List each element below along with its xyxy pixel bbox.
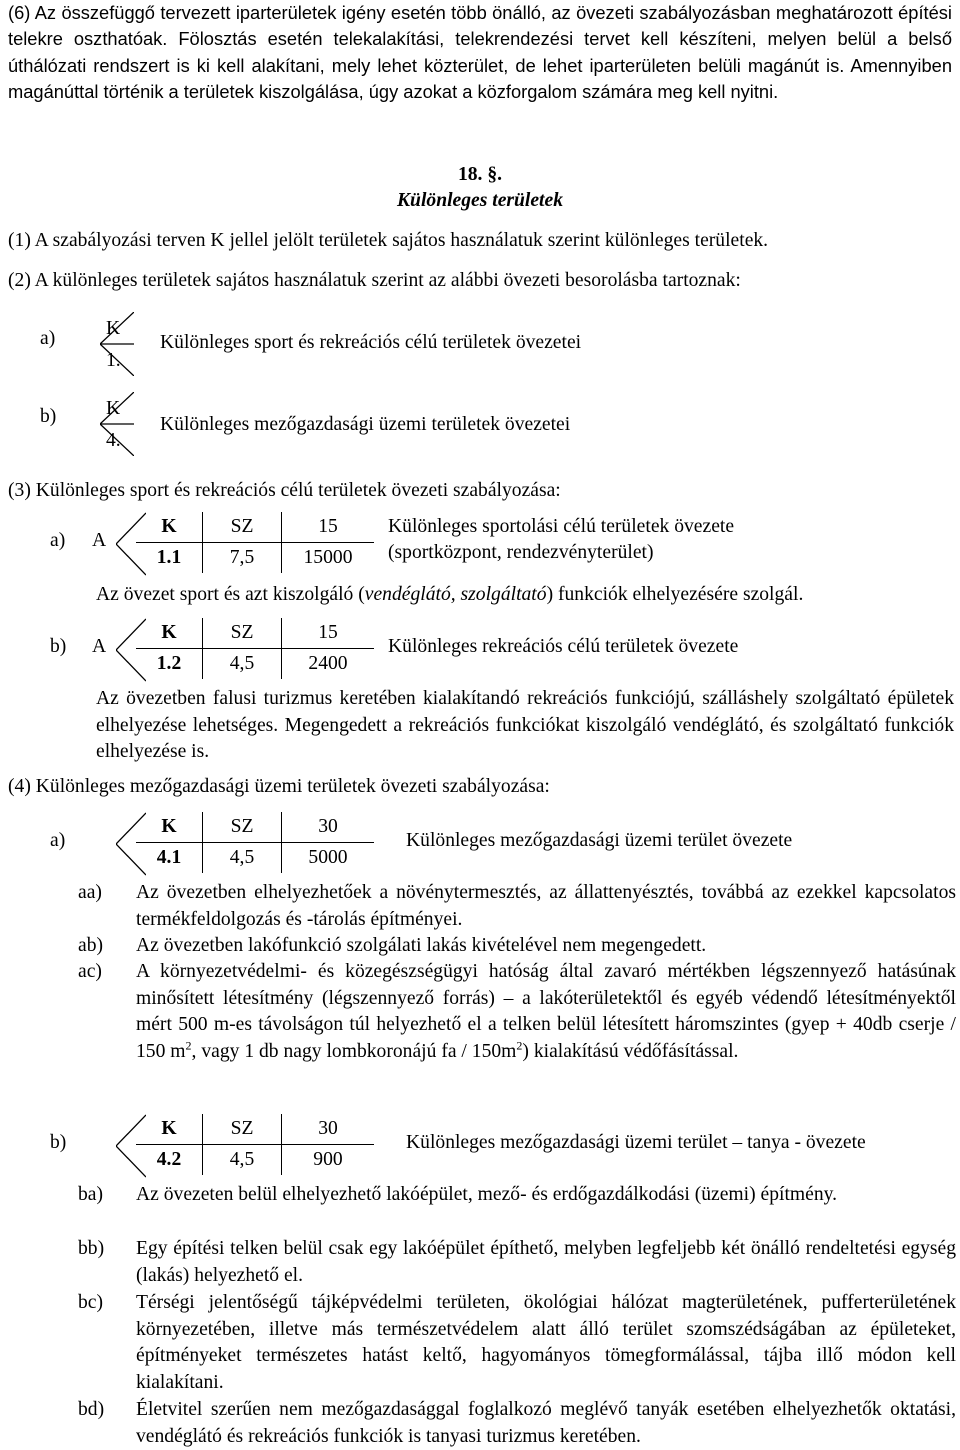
item-aa-text: Az övezetben elhelyezhetőek a növénytermesztés, az állattenyésztés, továbbá az ezekkel kapcsolatos termékfeldolgozás és -tárolás építményei.: [136, 882, 956, 930]
s4b-cell-ratio: 4,5: [203, 1145, 282, 1176]
item-bb-marker: bb): [78, 1238, 105, 1259]
s4a-name: Különleges mezőgazdasági üzemi terület övezete: [406, 830, 793, 851]
section-title: Különleges területek: [396, 190, 563, 211]
subsection-1: (1) A szabályozási terven K jellel jelölt területek sajátos használatuk szerint különleges területek.: [8, 230, 769, 251]
s3a-marker: a): [50, 530, 66, 551]
s4b-zone-table: [136, 1114, 374, 1175]
item-ba-marker: ba): [78, 1184, 104, 1205]
zone-a-code-bottom: 1.: [106, 350, 121, 371]
s3a-cell-area: 15000: [282, 543, 375, 574]
zone-a-text: Különleges sport és rekreációs célú területek övezetei: [160, 332, 582, 353]
item-bd-marker: bd): [78, 1399, 105, 1420]
s3b-marker: b): [50, 636, 67, 657]
subsection-3: (3) Különleges sport és rekreációs célú területek övezeti szabályozása:: [8, 480, 561, 501]
item-aa-marker: aa): [78, 882, 102, 903]
s3b-prefix: A: [92, 636, 107, 657]
s3b-cell-height: 15: [282, 618, 375, 649]
section-number: 18. §.: [457, 164, 503, 185]
s3b-cell-sz: SZ: [203, 618, 282, 649]
s3b-cell-code: 1.2: [136, 649, 203, 680]
zone-b-text: Különleges mezőgazdasági üzemi területek övezetei: [160, 414, 571, 435]
s4b-cell-code: 4.2: [136, 1145, 203, 1176]
s3b-cell-area: 2400: [282, 649, 375, 680]
item-ac-marker: ac): [78, 961, 102, 982]
s4b-name: Különleges mezőgazdasági üzemi terület – tanya - övezete: [406, 1132, 866, 1153]
s3b-zone-table: [136, 618, 374, 679]
s3b-description: Az övezetben falusi turizmus keretében kialakítandó rekreációs funkciójú, szálláshely szolgáltató épületek elhelyezése lehetséges. Megengedett a rekreációs funkciókat kiszolgáló vendéglátó, és szolgáltató funkciók elhelyezése is.: [96, 688, 954, 762]
paragraph-6: (6) Az összefüggő tervezett iparterületek igény esetén több önálló, az övezeti szabályozásban meghatározott építési telekre oszthatóak. Fölosztás esetén telekalakítási, telekrendezési tervet kell készíteni, melyen belül a belső úthálózati rendszert is ki kell alakítani, mely lehet közterület, de lehet iparterületen belüli magánút is. Amennyiben magánúttal történik a területek kiszolgálása, úgy azokat a közforgalom számára meg kell nyitni.: [8, 2, 952, 102]
s3a-prefix: A: [92, 530, 107, 551]
s3a-cell-k: K: [136, 512, 203, 543]
s3a-zone-table: [136, 512, 374, 573]
item-ac-text: A környezetvédelmi- és közegészségügyi hatóság által zavaró mértékben légszennyező hatásúnak minősített létesítmény (légszennyező forrás) – a lakóterületektől és egyéb védendő létesítményektől mért 500 m-es távolságon túl helyezhető el a telken belül létesített háromszintes (gyep + 40db cserje / 150 $m^2$, vagy 1 db nagy lombkoronájú fa / $150m^2$) kialakítású védőfásítással.: [136, 961, 956, 1062]
zone-a-marker: a): [40, 328, 56, 349]
item-ab-marker: ab): [78, 935, 104, 956]
s4a-marker: a): [50, 830, 66, 851]
s4b-cell-area: 900: [282, 1145, 375, 1176]
s4a-zone-table: [136, 812, 374, 873]
item-ab-text: Az övezetben lakófunkció szolgálati lakás kivételével nem megengedett.: [136, 935, 707, 956]
item-bb-text: Egy építési telken belül csak egy lakóépület építhető, melyben legfeljebb két önálló rendeltetési egység (lakás) helyezhető el.: [136, 1238, 956, 1286]
s3a-cell-ratio: 7,5: [203, 543, 282, 574]
subsection-4: (4) Különleges mezőgazdasági üzemi területek övezeti szabályozása:: [8, 776, 550, 797]
s4a-cell-area: 5000: [282, 843, 375, 874]
zone-a-code-top: K: [106, 318, 121, 339]
s3a-cell-code: 1.1: [136, 543, 203, 574]
item-bc-text: Térségi jelentőségű tájképvédelmi területen, ökológiai hálózat magterületének, pufferterületének környezetében, illetve más természetvédelem alatt álló terület szomszédságában az épületeket, építményeket természetes hatást keltő, hagyományos tömegformálással, tájba illő módon kell kialakítani.: [136, 1292, 956, 1393]
s3b-cell-k: K: [136, 618, 203, 649]
item-bd-text: Életvitel szerűen nem mezőgazdasággal foglalkozó meglévő tanyák esetében elhelyezhetők oktatási, vendéglátó és rekreációs funkciók is tanyasi turizmus keretében.: [136, 1399, 956, 1447]
zone-b-code-top: K: [106, 398, 121, 419]
zone-b-marker: b): [40, 406, 57, 427]
item-ba-text: Az övezeten belül elhelyezhető lakóépület, mező- és erdőgazdálkodási (üzemi) építmény.: [136, 1184, 838, 1205]
s4a-cell-k: K: [136, 812, 203, 843]
s4a-cell-code: 4.1: [136, 843, 203, 874]
s3a-cell-sz: SZ: [203, 512, 282, 543]
s3a-name-line2: (sportközpont, rendezvényterület): [388, 542, 654, 563]
s3a-name-line1: Különleges sportolási célú területek övezete: [388, 516, 735, 537]
s3a-description: Az övezet sport és azt kiszolgáló (vendéglátó, szolgáltató) funkciók elhelyezésére szolgál.: [96, 584, 804, 605]
s4b-cell-height: 30: [282, 1114, 375, 1145]
s4b-cell-sz: SZ: [203, 1114, 282, 1145]
s4a-cell-sz: SZ: [203, 812, 282, 843]
s3a-cell-height: 15: [282, 512, 375, 543]
s4a-cell-ratio: 4,5: [203, 843, 282, 874]
s3b-name: Különleges rekreációs célú területek övezete: [388, 636, 739, 657]
zone-b-code-bottom: 4.: [106, 430, 121, 451]
s4b-marker: b): [50, 1132, 67, 1153]
s4b-cell-k: K: [136, 1114, 203, 1145]
item-bc-marker: bc): [78, 1292, 104, 1313]
subsection-2: (2) A különleges területek sajátos használatuk szerint az alábbi övezeti besorolásba tartoznak:: [8, 270, 741, 291]
s3b-cell-ratio: 4,5: [203, 649, 282, 680]
s4a-cell-height: 30: [282, 812, 375, 843]
